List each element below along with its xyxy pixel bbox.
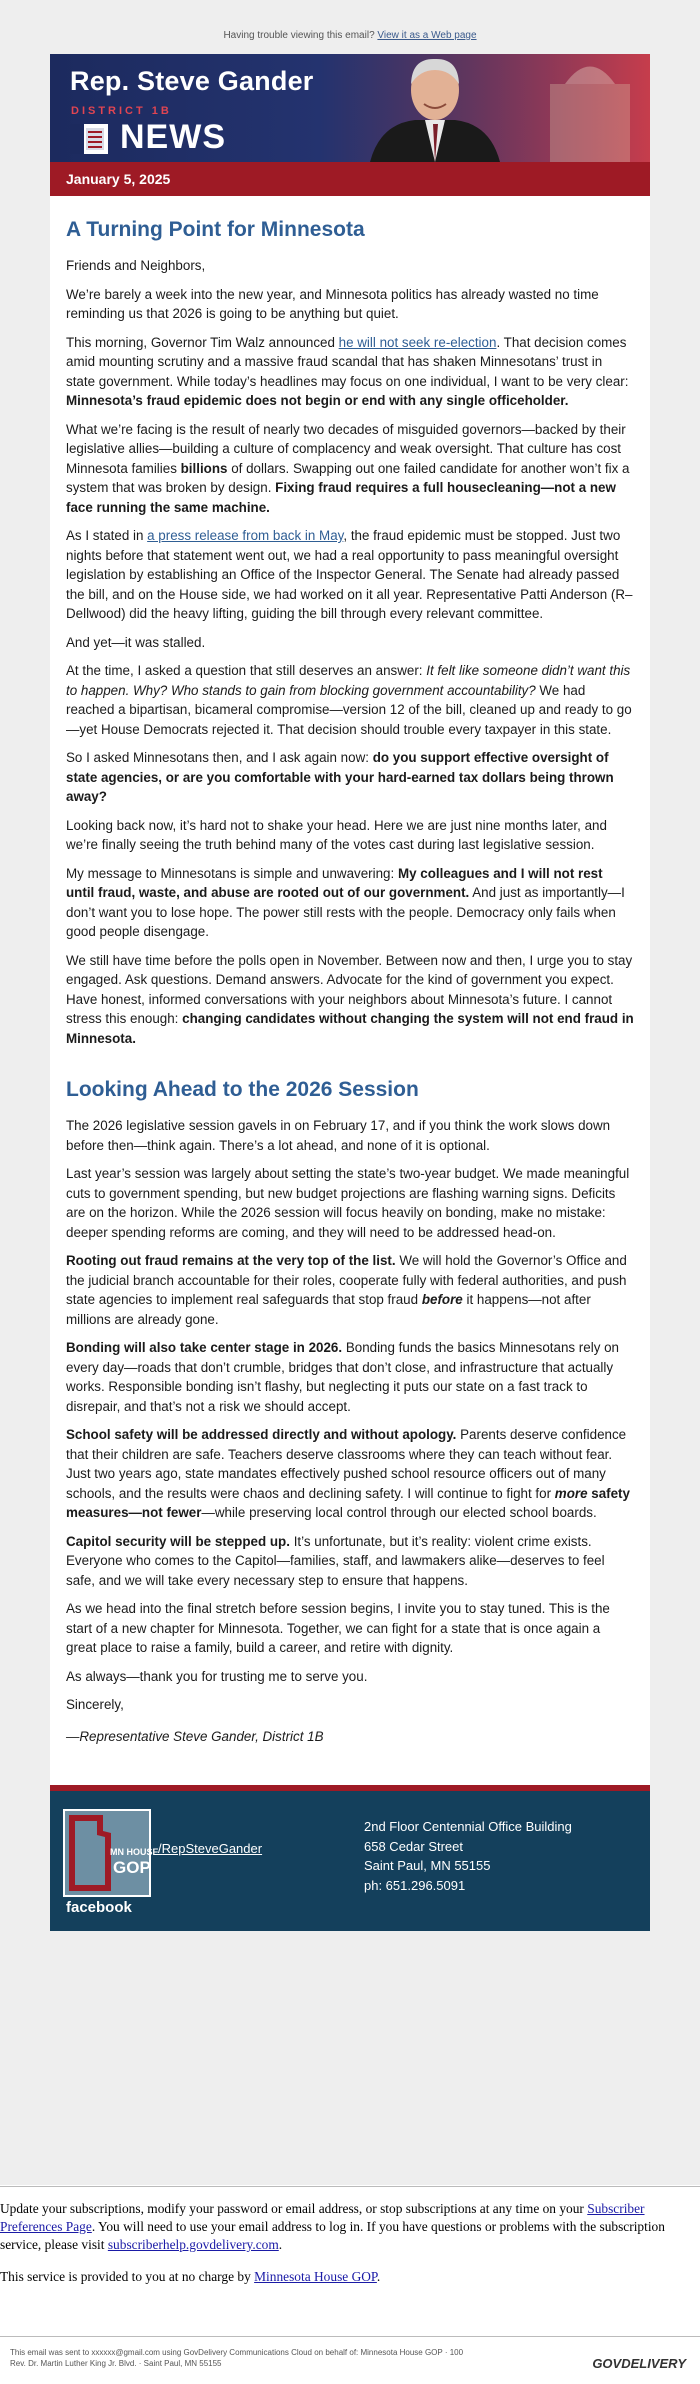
- newsletter-content: [50, 196, 650, 1765]
- news-label: NEWS: [120, 118, 226, 156]
- paragraph: This morning, Governor Tim Walz announced he will not seek re-election. That decision comes amid mounting scrutiny and a massive fraud scandal that has shaken Minnesotans’ trust in state government. While today’s headlines may focus on one individual, I want to be very clear: Minnesota’s fraud epidemic does not begin or end with any single officeholder.: [66, 334, 629, 408]
- minnesota-state-icon: [65, 1811, 159, 1895]
- newsletter-footer: [50, 1791, 650, 1931]
- reelection-link[interactable]: he will not seek re-election: [338, 334, 497, 350]
- paragraph: So I asked Minnesotans then, and I ask again now: do you support effective oversight of state agencies, or are you comfortable with your hard-earned tax dollars being thrown away?: [66, 750, 614, 804]
- paragraph: Bonding will also take center stage in 2026. Bonding funds the basics Minnesotans rely on every day—roads that don’t crumble, bridges that don’t close, and infrastructure that actually works. Responsible bonding isn’t flashy, but neglecting it puts our state on a fast track to disrepair, and that’s not a risk we should accept.: [66, 1340, 620, 1414]
- subscriber-preferences-link[interactable]: Subscriber Preferences Page: [0, 2201, 645, 2234]
- sign-off: Sincerely,: [66, 1697, 124, 1712]
- paragraph: Capitol security will be stepped up. It’s unfortunate, but it’s reality: violent crime exists. Everyone who comes to the Capitol—families, staff, and lawmakers alike—deserves to feel safe, and we will take every necessary step to ensure that happens.: [66, 1533, 605, 1588]
- paragraph: Last year’s session was largely about setting the state’s two-year budget. We made meaningful cuts to government spending, but new budget projections are flashing warning signs. Deficits are on the horizon. While the 2026 session will focus heavily on bonding, make no mistake: deeper spending reforms are coming, and they will need to be addressed head-on.: [66, 1166, 630, 1240]
- section-title-turning-point: A Turning Point for Minnesota: [66, 218, 365, 241]
- paragraph: Rooting out fraud remains at the very top of the list. We will hold the Governor’s Office and the judicial branch accountable for their roles, cooperate fully with federal authorities, and push state agencies to implement real safeguards that stop fraud before it happens—not after millions are already gone.: [66, 1253, 627, 1327]
- paragraph: The 2026 legislative session gavels in on February 17, and if you think the work slows down before then—think again. There’s a lot ahead, and none of it is optional.: [66, 1118, 611, 1153]
- legal-footer: This email was sent to xxxxxx@gmail.com using GovDelivery Communications Cloud on behalf of: Minnesota House GOP · 100 Rev. Dr. Martin Luther King Jr. Blvd. · Saint Paul, MN 55155: [10, 2348, 464, 2368]
- paragraph: My message to Minnesotans is simple and unwavering: My colleagues and I will not rest until fraud, waste, and abuse are rooted out of our government. And just as importantly—I don’t want you to lose hope. The power still rests with the people. Democracy only fails when good people disengage.: [66, 865, 625, 939]
- paragraph: At the time, I asked a question that still deserves an answer: It felt like someone didn’t want this to happen. Why? Who stands to gain from blocking government accountability? We had reached a bipartisan, bicameral compromise—version 12 of the bill, cleaned up and ready to go—yet House Democrats rejected it. That decision should trouble every taxpayer in this state.: [66, 663, 632, 737]
- newsletter-banner: [50, 54, 650, 162]
- greeting: Friends and Neighbors,: [66, 258, 206, 273]
- rep-portrait-photo: [350, 54, 650, 162]
- divider: [0, 2186, 700, 2187]
- paragraph: And yet—it was stalled.: [66, 634, 206, 650]
- web-version-notice: [0, 30, 700, 41]
- flag-icon: [70, 124, 108, 154]
- section-title-2026-session: Looking Ahead to the 2026 Session: [66, 1078, 419, 1101]
- paragraph: School safety will be addressed directly and without apology. Parents deserve confidence that their children are safe. Teachers deserve classrooms where they can teach without fear. Just two years ago, state mandates effectively pushed school resource officers out of many schools, and the results were chaos and declining safety. I will continue to fight for more safety measures—not fewer—while preserving local control through our elected school boards.: [66, 1427, 630, 1520]
- paragraph: As I stated in a press release from back in May, the fraud epidemic must be stopped. Just two nights before that statement went out, we had a real opportunity to pass meaningful oversight legislation by establishing an Office of the Inspector General. The Senate had already passed the bill, and on the House side, we had worked on it all year. Representative Patti Anderson (R–Dellwood) did the heavy lifting, guiding the bill through every relevant committee.: [66, 528, 633, 621]
- subscription-info: [0, 2200, 700, 2300]
- signature: —Representative Steve Gander, District 1B: [66, 1728, 324, 1744]
- spacer: [50, 1765, 650, 1785]
- paragraph: As always—thank you for trusting me to serve you.: [66, 1668, 368, 1684]
- office-address: 2nd Floor Centennial Office Building 658 Cedar Street Saint Paul, MN 55155 ph: 651.296.5091: [364, 1819, 572, 1893]
- paragraph: We’re barely a week into the new year, and Minnesota politics has already wasted no time reminding us that 2026 is going to be anything but quiet.: [66, 286, 599, 321]
- paragraph: We still have time before the polls open in November. Between now and then, I urge you to stay engaged. Ask questions. Demand answers. Advocate for the kind of government you expect. Have honest, informed conversations with your neighbors about Minnesota’s future. I cannot stress this enough: changing candidates without changing the system will not end fraud in Minnesota.: [66, 952, 634, 1046]
- press-release-link[interactable]: a press release from back in May: [147, 528, 344, 543]
- govdelivery-logo[interactable]: GOVDELIVERY: [592, 2356, 686, 2371]
- email-container: [50, 54, 650, 1931]
- district-label: DISTRICT 1B: [71, 105, 172, 117]
- facebook-label[interactable]: facebook: [66, 1899, 132, 1916]
- svg-text:GOP: GOP: [113, 1858, 151, 1877]
- subscription-paragraph: Update your subscriptions, modify your password or email address, or stop subscriptions at any time on your Subscriber Preferences Page. You will need to use your email address to log in. If you have questions or problems with the subscription service, please visit subscriberhelp.govdelivery.com.: [0, 2201, 665, 2252]
- mn-house-gop-link[interactable]: Minnesota House GOP: [254, 2269, 377, 2284]
- rep-name: Rep. Steve Gander: [70, 66, 314, 96]
- facebook-handle-link[interactable]: /RepSteveGander: [158, 1841, 263, 1856]
- web-version-link[interactable]: View it as a Web page: [377, 30, 477, 41]
- svg-text:MN HOUSE: MN HOUSE: [110, 1847, 159, 1857]
- divider: [0, 2336, 700, 2337]
- newsletter-date: January 5, 2025: [50, 162, 650, 196]
- paragraph: As we head into the final stretch before session begins, I invite you to stay tuned. This is the start of a new chapter for Minnesota. Together, we can fight for a state that is once again a great place to raise a family, build a career, and retire with dignity.: [66, 1601, 610, 1655]
- paragraph: What we’re facing is the result of nearly two decades of misguided governors—backed by their legislative allies—building a culture of complacency and weak oversight. That culture has cost Minnesota families billions of dollars. Swapping out one failed candidate for another won’t fix a system that was broken by design. Fixing fraud requires a full housecleaning—not a new face running the same machine.: [66, 421, 630, 515]
- mn-house-gop-logo[interactable]: [63, 1809, 159, 1897]
- web-version-text: Having trouble viewing this email?: [223, 30, 375, 41]
- subscriber-help-link[interactable]: subscriberhelp.govdelivery.com: [107, 2237, 279, 2252]
- service-provider-paragraph: This service is provided to you at no charge by Minnesota House GOP.: [0, 2269, 381, 2284]
- paragraph: Looking back now, it’s hard not to shake your head. Here we are just nine months later, and we’re finally seeing the truth behind many of the votes cast during last legislative session.: [66, 817, 607, 852]
